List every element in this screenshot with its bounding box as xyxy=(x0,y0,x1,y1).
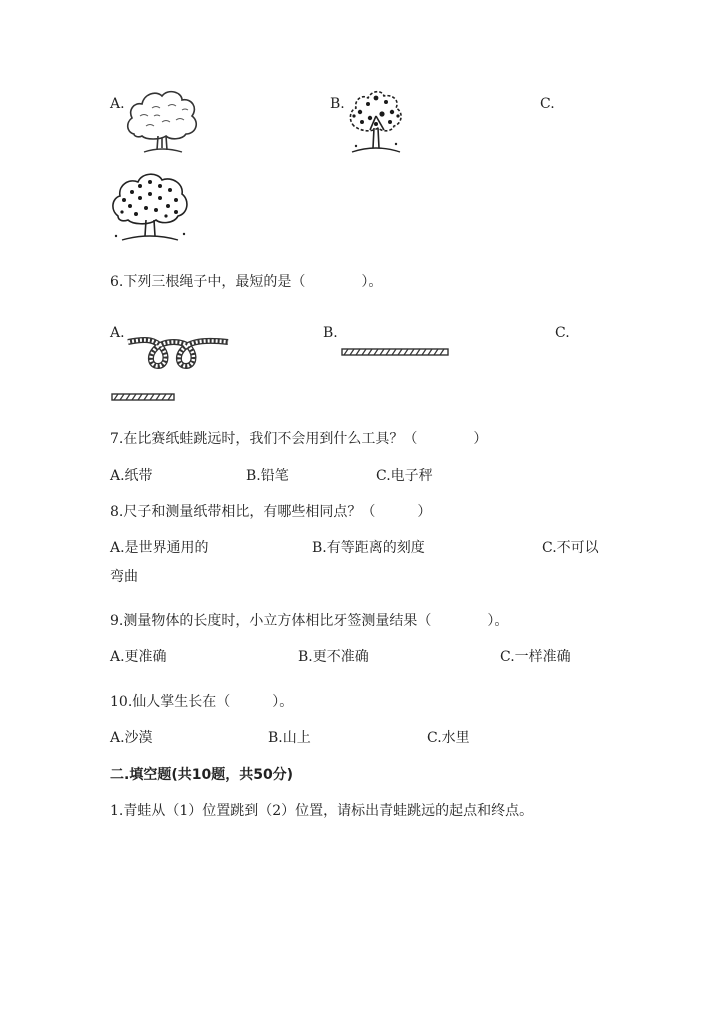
q6-option-c-label: C. xyxy=(555,325,570,341)
tree-sparse-leaves-image xyxy=(124,86,200,158)
q9-stem: 9.测量物体的长度时，小立方体相比牙签测量结果（ ）。 xyxy=(110,613,509,629)
q10-stem: 10.仙人掌生长在（ ）。 xyxy=(110,694,294,710)
fill1-stem: 1.青蛙从（1）位置跳到（2）位置，请标出青蛙跳远的起点和终点。 xyxy=(110,803,534,819)
q5-option-a-label: A. xyxy=(110,96,125,112)
q6-option-a-label: A. xyxy=(110,325,125,341)
q9-option-b: B.更不准确 xyxy=(298,649,369,665)
q10-option-b: B.山上 xyxy=(268,730,311,746)
q8-option-b: B.有等距离的刻度 xyxy=(312,540,425,556)
tree-dark-sparse-image xyxy=(346,86,406,158)
q9-option-c: C.一样准确 xyxy=(500,649,571,665)
q6-stem: 6.下列三根绳子中，最短的是（ ）。 xyxy=(110,274,383,290)
q8-option-a: A.是世界通用的 xyxy=(110,540,209,556)
rope-looped-image xyxy=(124,332,234,372)
rope-straight-short-image xyxy=(110,391,176,403)
q10-option-c: C.水里 xyxy=(427,730,470,746)
q7-option-a: A.纸带 xyxy=(110,468,153,484)
q8-stem: 8.尺子和测量纸带相比，有哪些相同点？（ ） xyxy=(110,504,432,520)
q7-option-c: C.电子秤 xyxy=(376,468,433,484)
q7-stem: 7.在比赛纸蛙跳远时，我们不会用到什么工具？（ ） xyxy=(110,431,488,447)
rope-straight-long-image xyxy=(340,346,450,358)
q5-option-b-label: B. xyxy=(330,96,345,112)
q8-option-c-continued: 弯曲 xyxy=(110,569,138,585)
tree-dense-dots-image xyxy=(110,170,190,244)
q9-option-a: A.更准确 xyxy=(110,649,167,665)
section-heading-fill-in: 二.填空题(共10题，共50分) xyxy=(110,767,294,783)
q6-option-b-label: B. xyxy=(323,325,338,341)
q7-option-b: B.铅笔 xyxy=(246,468,289,484)
q8-option-c: C.不可以 xyxy=(542,540,599,556)
q5-option-c-label: C. xyxy=(540,96,555,112)
q10-option-a: A.沙漠 xyxy=(110,730,153,746)
